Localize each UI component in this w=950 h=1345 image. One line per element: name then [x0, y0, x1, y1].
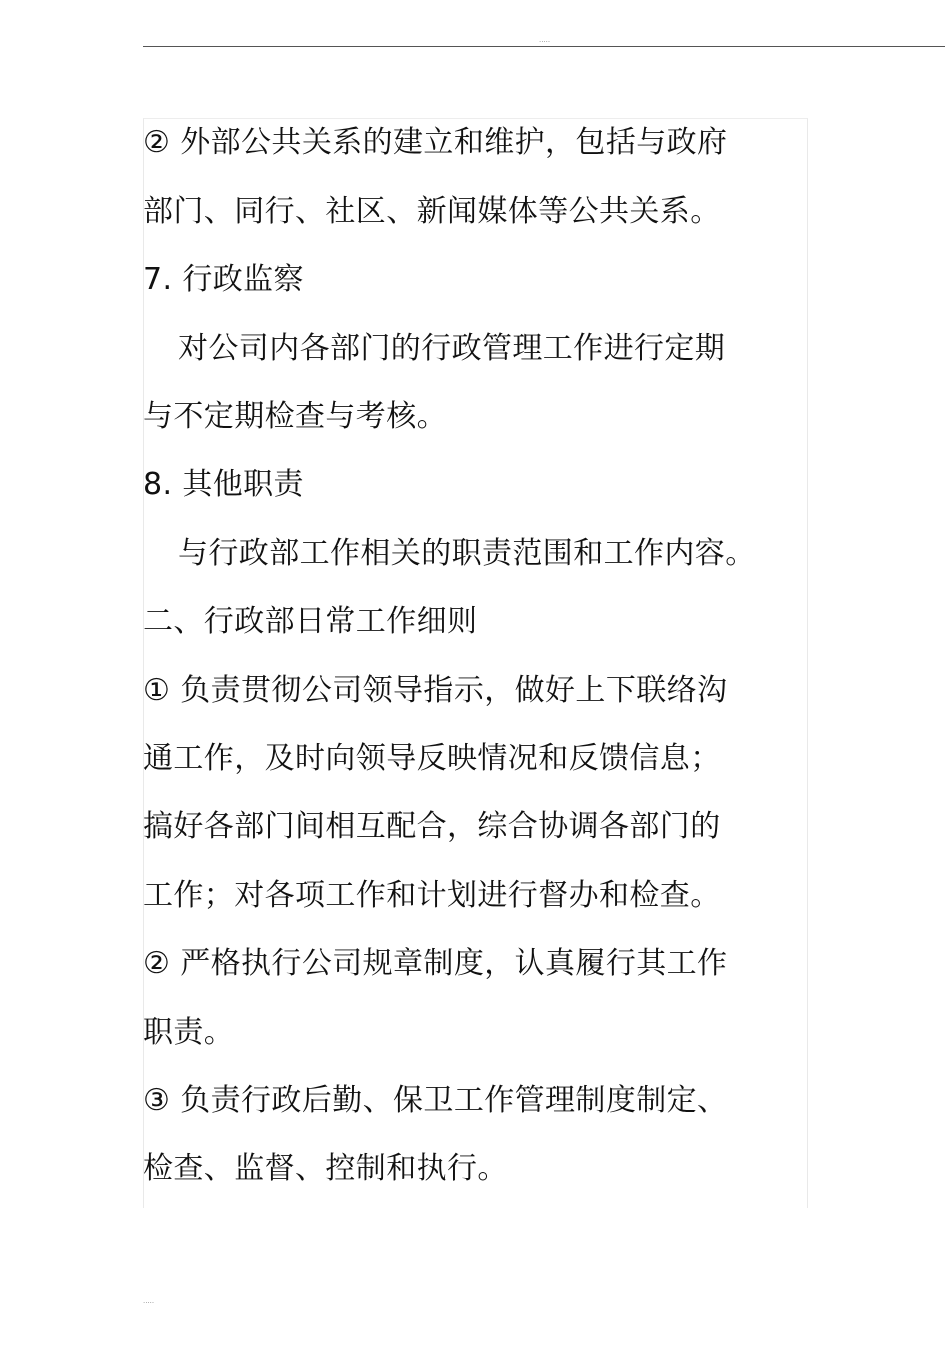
section-heading: 8. 其他职责 [143, 467, 304, 502]
text-line: 职责。 [143, 1015, 235, 1050]
text-line: ① 负责贯彻公司领导指示，做好上下联络沟 [143, 673, 728, 708]
header-rule [143, 46, 945, 47]
text-line: 与行政部工作相关的职责范围和工作内容。 [178, 536, 756, 571]
text-line: ② 外部公共关系的建立和维护，包括与政府 [143, 125, 728, 160]
text-line: 工作；对各项工作和计划进行督办和检查。 [143, 878, 721, 913]
header-mark: ..... [539, 36, 551, 44]
text-line: 对公司内各部门的行政管理工作进行定期 [178, 331, 726, 366]
text-line: 检查、监督、控制和执行。 [143, 1151, 508, 1186]
text-line: 搞好各部门间相互配合，综合协调各部门的 [143, 809, 721, 844]
section-heading: 7. 行政监察 [143, 262, 304, 297]
text-line: ② 严格执行公司规章制度，认真履行其工作 [143, 946, 728, 981]
text-line: 通工作，及时向领导反映情况和反馈信息； [143, 741, 721, 776]
section-heading: 二、行政部日常工作细则 [143, 604, 478, 639]
text-line: 部门、同行、社区、新闻媒体等公共关系。 [143, 194, 721, 229]
text-line: 与不定期检查与考核。 [143, 399, 447, 434]
footer-mark: ..... [143, 1297, 155, 1305]
text-line: ③ 负责行政后勤、保卫工作管理制度制定、 [143, 1083, 728, 1118]
